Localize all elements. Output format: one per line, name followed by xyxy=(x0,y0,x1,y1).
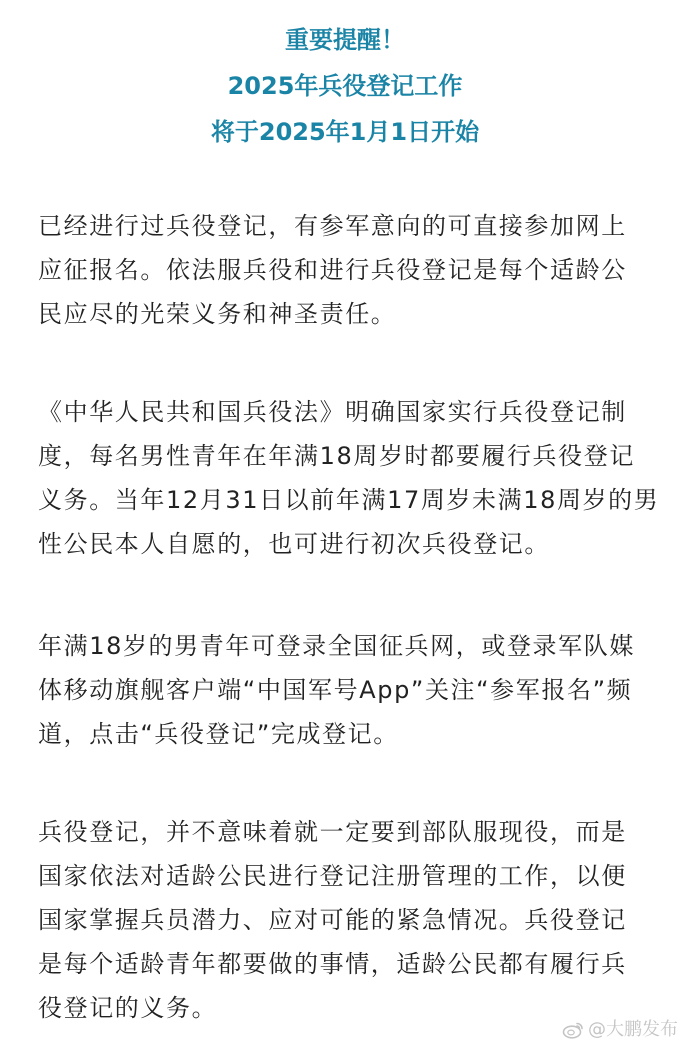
weibo-icon xyxy=(562,1021,584,1039)
paragraph-online-enlistment xyxy=(38,204,660,336)
paragraph-line: 义务。当年12月31日以前年满17周岁未满18周岁的男 xyxy=(38,486,660,514)
paragraph-line: 兵役登记，并不意味着就一定要到部队服现役，而是 xyxy=(38,818,627,846)
paragraph-how-to-register xyxy=(38,624,660,756)
weibo-watermark xyxy=(562,1018,678,1042)
paragraph-line: 年满18岁的男青年可登录全国征兵网，或登录军队媒 xyxy=(38,632,635,660)
paragraph-line: 民应尽的光荣义务和神圣责任。 xyxy=(38,300,397,328)
paragraph-line: 已经进行过兵役登记，有参军意向的可直接参加网上 xyxy=(38,212,627,240)
heading-registration-title: 2025年兵役登记工作 xyxy=(227,72,463,100)
paragraph-line: 是每个适龄青年都要做的事情，适龄公民都有履行兵 xyxy=(38,950,627,978)
paragraph-line: 国家依法对适龄公民进行登记注册管理的工作，以便 xyxy=(38,862,627,890)
paragraph-line: 《中华人民共和国兵役法》明确国家实行兵役登记制 xyxy=(38,398,627,426)
paragraph-registration-meaning xyxy=(38,810,660,1030)
paragraph-line: 性公民本人自愿的，也可进行初次兵役登记。 xyxy=(38,530,550,558)
watermark-text: @大鹏发布 xyxy=(588,1019,678,1040)
paragraph-line: 道，点击“兵役登记”完成登记。 xyxy=(38,720,399,748)
heading-reminder: 重要提醒！ xyxy=(285,26,405,54)
paragraph-line: 应征报名。依法服兵役和进行兵役登记是每个适龄公 xyxy=(38,256,627,284)
paragraph-military-service-law xyxy=(38,390,660,566)
paragraph-line: 役登记的义务。 xyxy=(38,994,218,1022)
paragraph-line: 体移动旗舰客户端“中国军号App”关注“参军报名”频 xyxy=(38,676,633,704)
paragraph-line: 国家掌握兵员潜力、应对可能的紧急情况。兵役登记 xyxy=(38,906,627,934)
heading-start-date: 将于2025年1月1日开始 xyxy=(210,118,480,146)
paragraph-line: 度，每名男性青年在年满18周岁时都要履行兵役登记 xyxy=(38,442,635,470)
